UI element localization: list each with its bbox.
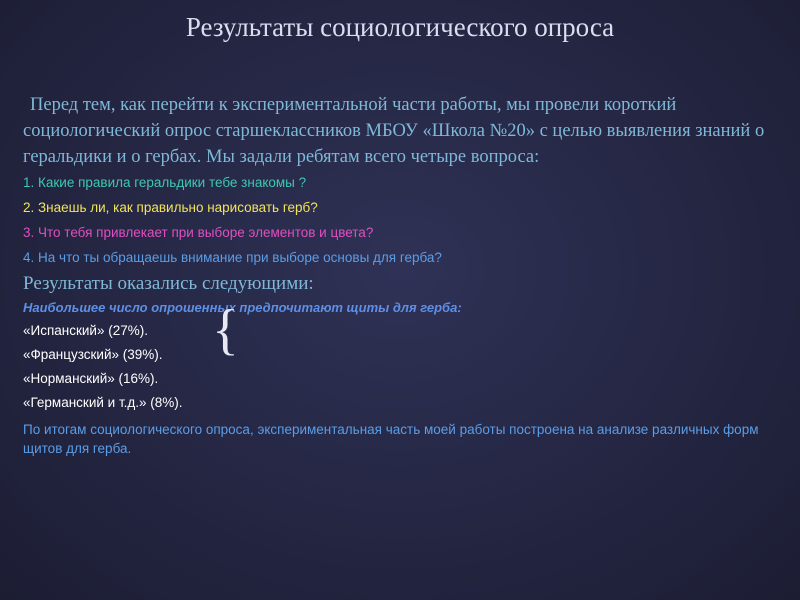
question-item-4: 4. На что ты обращаешь внимание при выборе основы для герба?	[23, 250, 442, 265]
results-list	[23, 319, 783, 415]
slide-body	[23, 92, 783, 458]
results-heading: Результаты оказались следующими:	[23, 273, 314, 294]
question-item-3: 3. Что тебя привлекает при выборе элементов и цвета?	[23, 225, 374, 240]
result-item-german: «Германский и т.д.» (8%).	[23, 395, 183, 410]
result-item-spanish: «Испанский» (27%).	[23, 323, 148, 338]
question-item-2: 2. Знаешь ли, как правильно нарисовать герб?	[23, 200, 318, 215]
brace-decoration: {	[212, 299, 239, 361]
question-item-1: 1. Какие правила геральдики тебе знакомы ?	[23, 175, 307, 190]
results-subheading: Наибольшее число опрошенных предпочитают щиты для герба:	[23, 300, 462, 315]
slide-title: Результаты социологического опроса	[185, 12, 615, 42]
result-item-norman: «Норманский» (16%).	[23, 371, 159, 386]
questions-list	[23, 170, 783, 270]
conclusion-paragraph: По итогам социологического опроса, экспериментальная часть моей работы построена на анализе различных форм щитов для герба.	[23, 422, 759, 456]
result-item-french: «Французский» (39%).	[23, 347, 163, 362]
intro-paragraph: Перед тем, как перейти к экспериментальной части работы, мы провели короткий социологический опрос старшеклассников МБОУ «Школа №20» с целью выявления знаний о геральдики и о гербах. Мы задали ребятам всего четыре вопроса:	[23, 95, 765, 167]
